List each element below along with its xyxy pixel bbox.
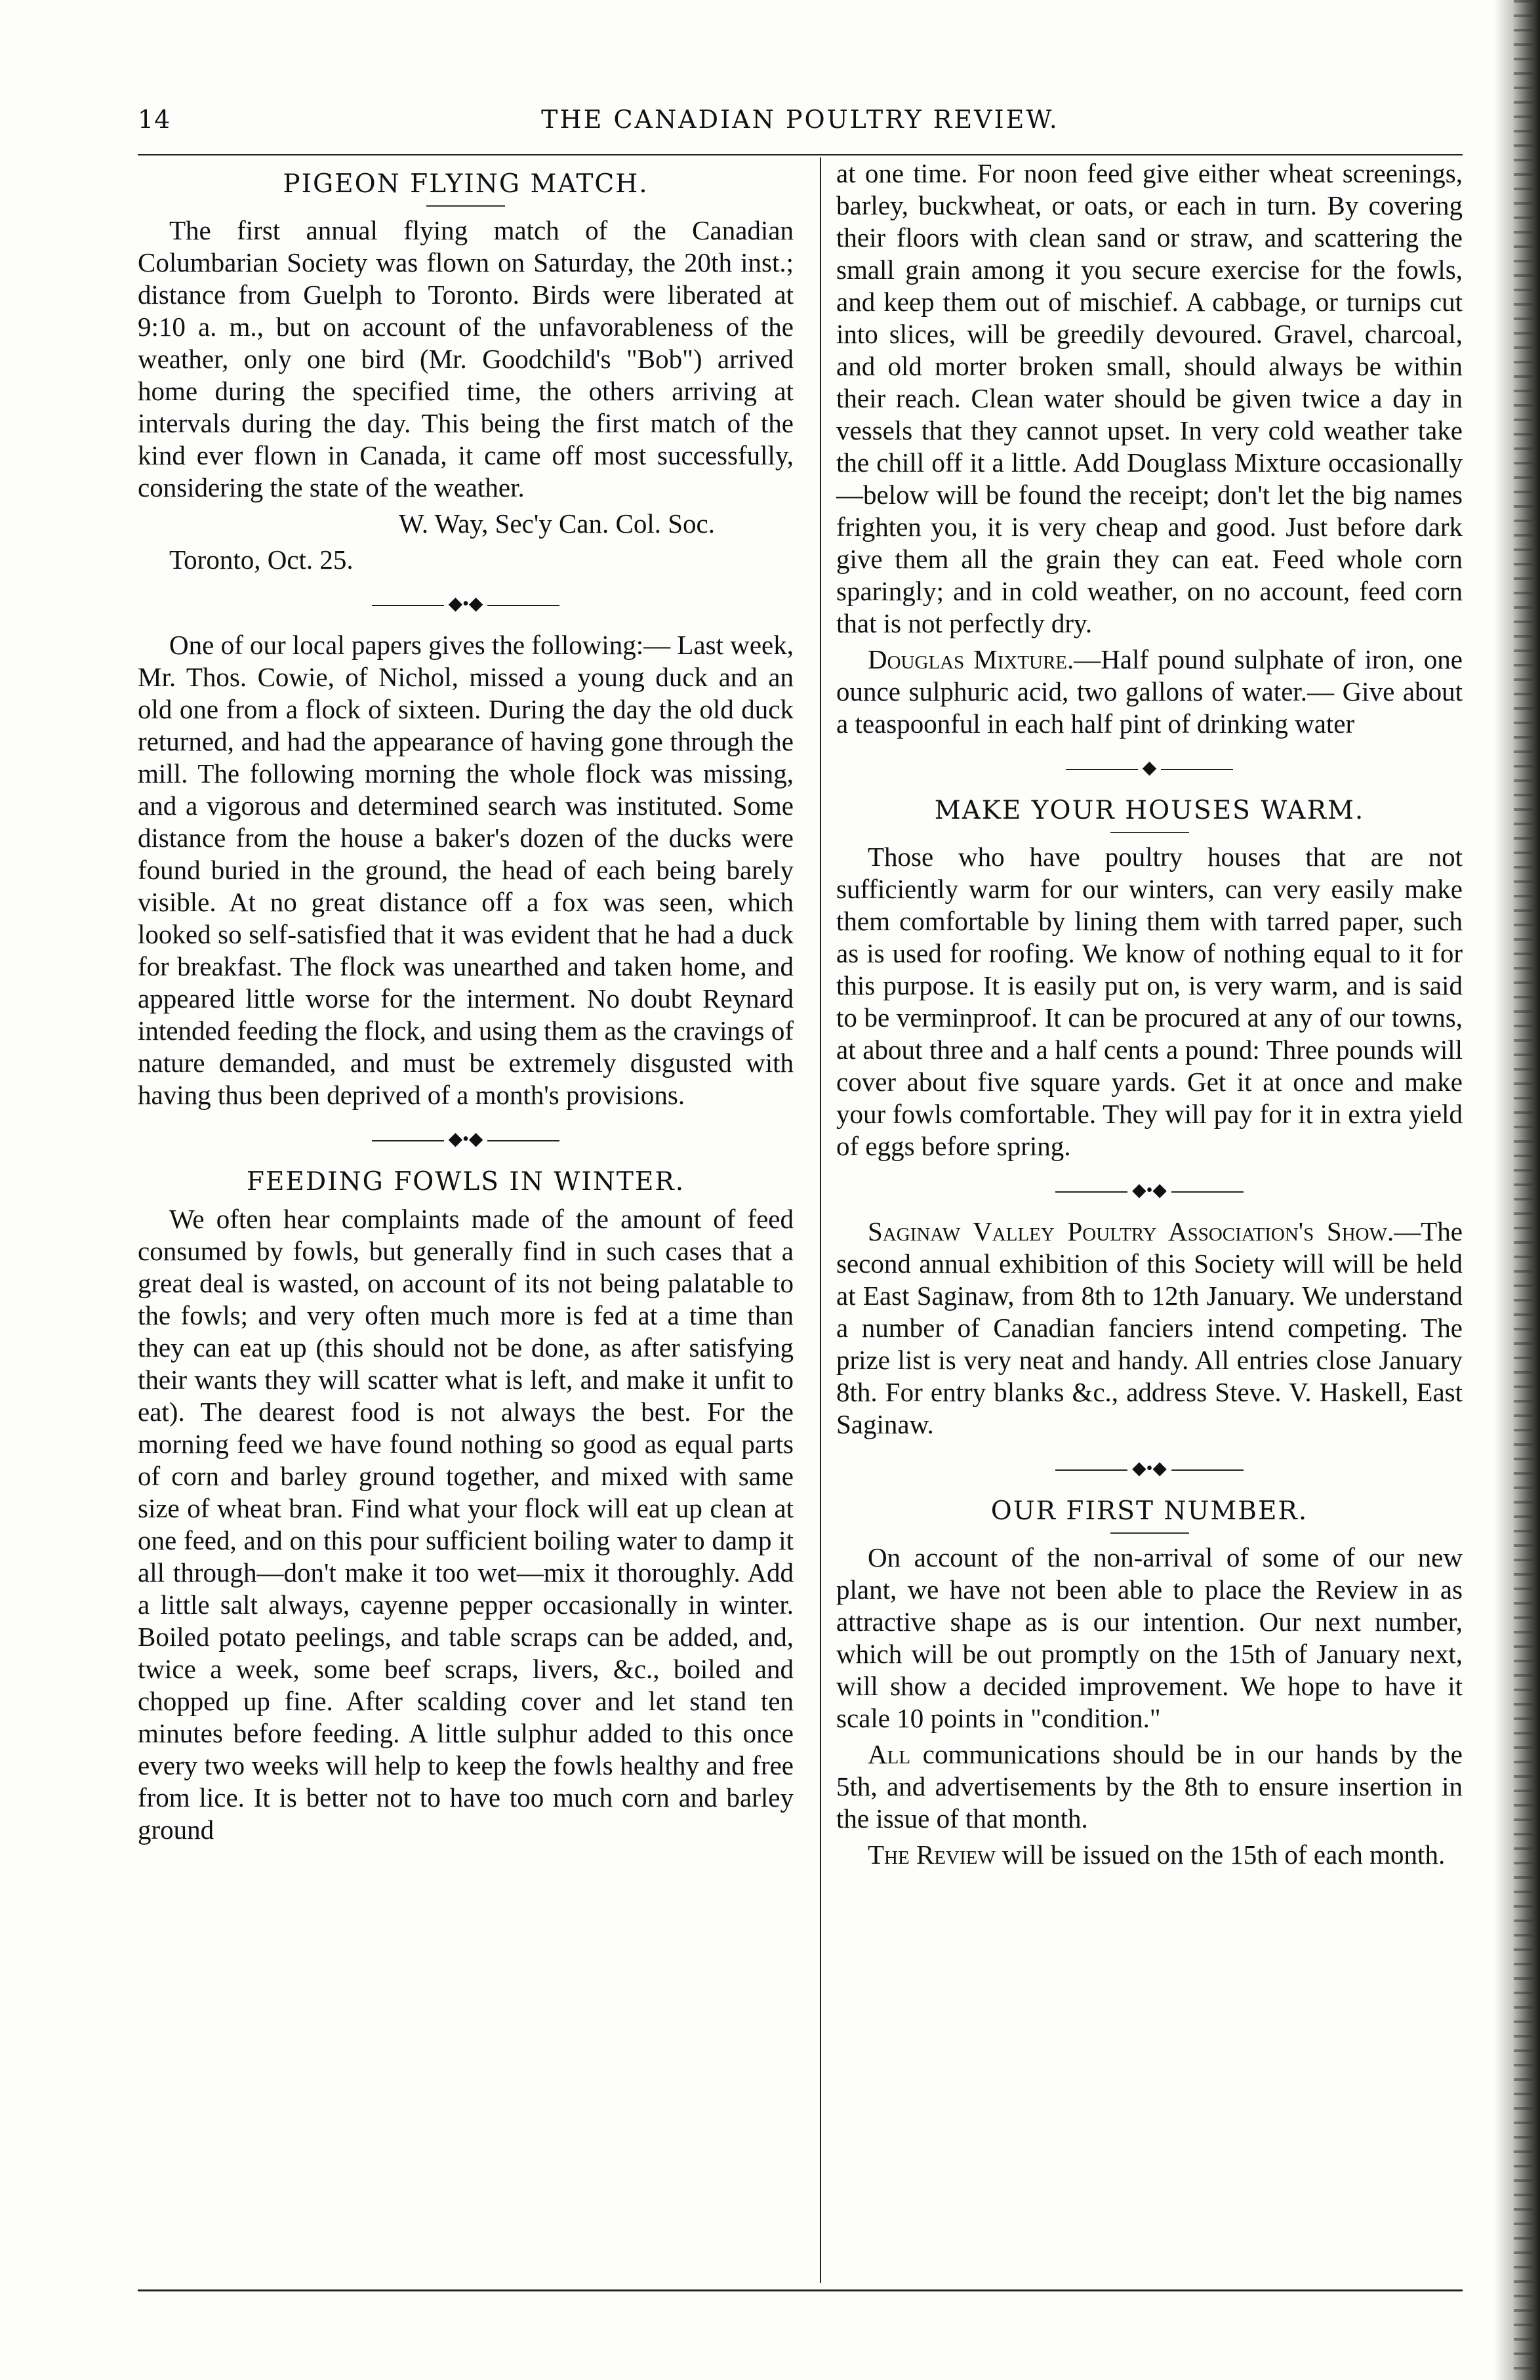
section-ornament: ◆•◆ bbox=[138, 1123, 794, 1155]
douglas-mixture-body: —Half pound sulphate of iron, one ounce sulphuric acid, two gallons of water.— Give about a teaspoonful in each half pint of drinking water bbox=[836, 644, 1463, 739]
pigeon-heading: PIGEON FLYING MATCH. bbox=[283, 169, 649, 199]
saginaw-label: Saginaw Valley Poultry Association's Show. bbox=[868, 1216, 1394, 1246]
feeding-heading: FEEDING FOWLS IN WINTER. bbox=[246, 1167, 685, 1197]
heading-rule bbox=[1110, 832, 1189, 833]
column-divider bbox=[820, 157, 821, 2283]
pigeon-signature: W. Way, Sec'y Can. Col. Soc. bbox=[398, 508, 715, 539]
review-paragraph bbox=[836, 1839, 1463, 1871]
section-ornament: ◆•◆ bbox=[138, 588, 794, 620]
left-column bbox=[138, 157, 794, 1850]
feeding-article: We often hear complaints made of the amount of feed consumed by fowls, but generally find in such cases that a great deal is wasted, on account of its not being palatable to the fowls; and very often much more is fed at a time than they can eat up (this should not be done, as after satisfying their wants they will scatter what is left, and make it unfit to eat). The dearest food is not always the best. For the morning feed we have found nothing so good as equal parts of corn and barley ground together, and mixed with same size of wheat bran. Find what your flock will eat up clean at one feed, and on this pour sufficient boiling water to damp it all through—don't make it too wet—mix it thoroughly. Add a little salt always, cayenne pepper occasionally in winter. Boiled potato peelings, and table scraps can be added, and, twice a week, some beef scraps, livers, &c., boiled and chopped up fine. After scalding cover and let stand ten minutes before feeding. A little sulphur added to this once every two weeks will help to keep the fowls healthy and free from lice. It is better not to have too much corn and barley ground bbox=[138, 1204, 794, 1845]
first-number-heading: OUR FIRST NUMBER. bbox=[990, 1496, 1308, 1526]
communications-label: All bbox=[868, 1739, 911, 1769]
douglas-mixture-paragraph bbox=[836, 644, 1463, 740]
right-column bbox=[836, 157, 1463, 1875]
houses-article: Those who have poultry houses that are not sufficiently warm for our winters, can very easily make them comfortable by lining them with tarred paper, such as is used for roofing. We know of nothing equal to it for this purpose. It is easily put on, is very warm, and is said to be verminproof. It can be procured at any of our towns, at about three and a half cents a pound: Three pounds will cover about five square yards. Get it at once and make your fowls comfortable. They will pay for it in extra yield of eggs before spring. bbox=[836, 842, 1463, 1161]
pigeon-article: The first annual flying match of the Canadian Columbarian Society was flown on Saturday, the 20th inst.; distance from Guelph to Toronto. Birds were liberated at 9:10 a. m., but on account of the unfavorableness of the weather, only one bird (Mr. Goodchild's "Bob") arrived home during the specified time, the others arriving at intervals during the day. This being the first match of the kind ever flown in Canada, it came off most successfully, considering the state of the weather. bbox=[138, 215, 794, 503]
footer-rule bbox=[138, 2289, 1463, 2291]
binding-marks bbox=[1514, 0, 1533, 2380]
communications-body: communications should be in our hands by the 5th, and advertisements by the 8th to ensure insertion in the issue of that month. bbox=[836, 1739, 1463, 1834]
review-label: The Review bbox=[868, 1839, 996, 1870]
section-ornament: ◆•◆ bbox=[836, 1174, 1463, 1206]
saginaw-body: —The second annual exhibition of this Society will will be held at East Saginaw, from 8th to 12th January. We understand a number of Canadian fanciers intend competing. The prize list is very neat and handy. All entries close January 8th. For entry blanks &c., address Steve. V. Haskell, East Saginaw. bbox=[836, 1216, 1463, 1439]
publication-title: THE CANADIAN POULTRY REVIEW. bbox=[541, 105, 1059, 134]
houses-heading: MAKE YOUR HOUSES WARM. bbox=[934, 796, 1365, 825]
section-ornament: ◆ bbox=[836, 752, 1463, 784]
heading-rule bbox=[1110, 1532, 1189, 1534]
fox-article: One of our local papers gives the following:— Last week, Mr. Thos. Cowie, of Nichol, missed a young duck and an old one from a flock of sixteen. During the day the old duck returned, and had the appearance of having gone through the mill. The following morning the whole flock was missing, and a vigorous and determined search was instituted. Some distance from the house a baker's dozen of the ducks were found buried in the ground, the head of each being barely visible. At no great distance off a fox was seen, which looked so self-satisfied that it was evident that he had a duck for breakfast. The flock was unearthed and taken home, and appeared little worse for the interment. No doubt Reynard intended feeding the flock, and using them as the cravings of nature demanded, and must be extremely disgusted with having thus been deprived of a month's provisions. bbox=[138, 630, 794, 1110]
pigeon-place: Toronto, Oct. 25. bbox=[169, 544, 354, 575]
heading-rule bbox=[426, 205, 505, 207]
review-body: will be issued on the 15th of each month. bbox=[995, 1839, 1446, 1870]
first-number-article: On account of the non-arrival of some of our new plant, we have not been able to place the Review in as attractive shape as is our intention. Our next number, which will be out promptly on the 15th of January next, will show a decided improvement. We hope to have it scale 10 points in "condition." bbox=[836, 1542, 1463, 1733]
douglas-mixture-label: Douglas Mixture. bbox=[868, 644, 1074, 674]
page-header bbox=[138, 92, 1463, 151]
saginaw-paragraph bbox=[836, 1216, 1463, 1441]
header-rule bbox=[138, 154, 1463, 155]
section-ornament: ◆•◆ bbox=[836, 1452, 1463, 1485]
newspaper-page bbox=[92, 79, 1463, 2283]
communications-paragraph bbox=[836, 1738, 1463, 1835]
page-number: 14 bbox=[138, 105, 171, 134]
feeding-article-continued: at one time. For noon feed give either wheat screenings, barley, buckwheat, or oats, or each in turn. By covering their floors with clean sand or straw, and scattering the small grain among it you secure exercise for the fowls, and keep them out of mischief. A cabbage, or turnips cut into slices, will be greedily devoured. Gravel, charcoal, and old morter broken small, should always be within their reach. Clean water should be given twice a day in vessels that they cannot upset. In very cold weather take the chill off it a little. Add Douglass Mixture occasionally—below will be found the receipt; don't let the big names frighten you, it is very cheap and good. Just before dark give them all the grain they can eat. Feed whole corn sparingly; and in cold weather, on no account, feed corn that is not perfectly dry. bbox=[836, 158, 1463, 638]
